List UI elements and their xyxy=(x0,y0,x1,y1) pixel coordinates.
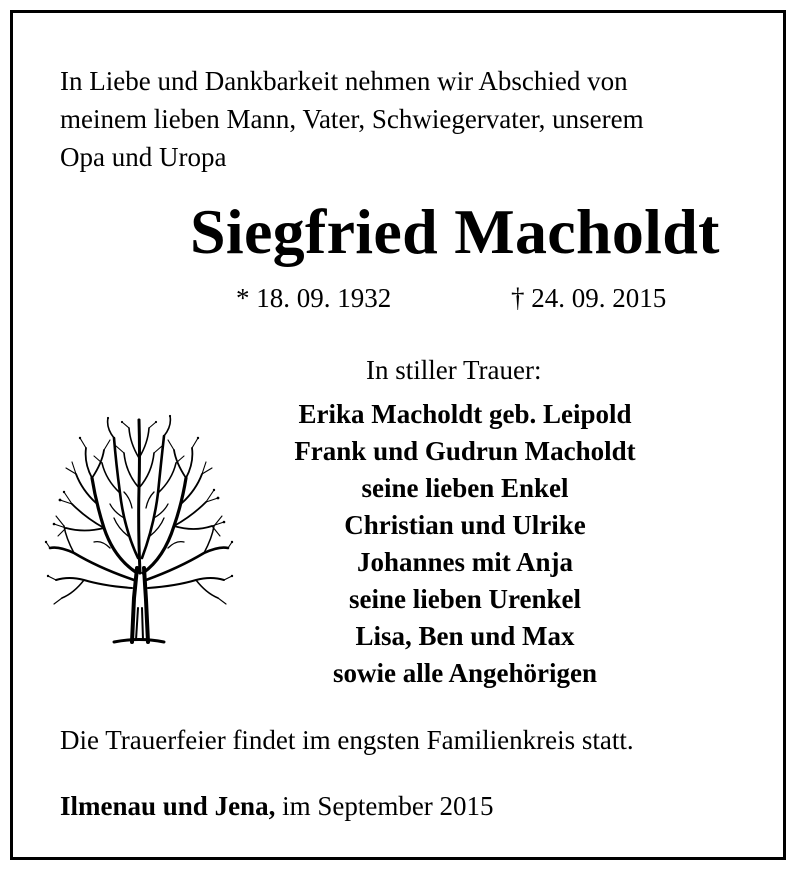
mourner-line: seine lieben Enkel xyxy=(361,473,569,503)
mourning-heading: In stiller Trauer: xyxy=(366,355,542,385)
signoff xyxy=(60,788,494,824)
deceased-name: Siegfried Macholdt xyxy=(190,196,720,267)
intro-line: In Liebe und Dankbarkeit nehmen wir Abschied von xyxy=(60,66,628,96)
mourners-list xyxy=(250,396,680,692)
mourner-line: Lisa, Ben und Max xyxy=(355,621,575,651)
intro-line: meinem lieben Mann, Vater, Schwiegervater, unserem xyxy=(60,104,644,134)
death-date: † 24. 09. 2015 xyxy=(511,283,667,313)
mourner-line: Frank und Gudrun Macholdt xyxy=(294,436,636,466)
closing-note: Die Trauerfeier findet im engsten Familienkreis statt. xyxy=(60,725,634,755)
mourner-line: Christian und Ulrike xyxy=(344,510,586,540)
intro-text xyxy=(60,62,780,176)
mourner-line: Erika Macholdt geb. Leipold xyxy=(298,399,632,429)
mourner-line: Johannes mit Anja xyxy=(356,547,574,577)
signoff-date: im September 2015 xyxy=(275,791,494,821)
intro-line: Opa und Uropa xyxy=(60,142,227,172)
tree-icon xyxy=(44,408,234,650)
mourner-line: seine lieben Urenkel xyxy=(349,584,581,614)
birth-date: * 18. 09. 1932 xyxy=(236,283,392,313)
mourner-line: sowie alle Angehörigen xyxy=(333,658,597,688)
signoff-place: Ilmenau und Jena, xyxy=(60,791,276,821)
